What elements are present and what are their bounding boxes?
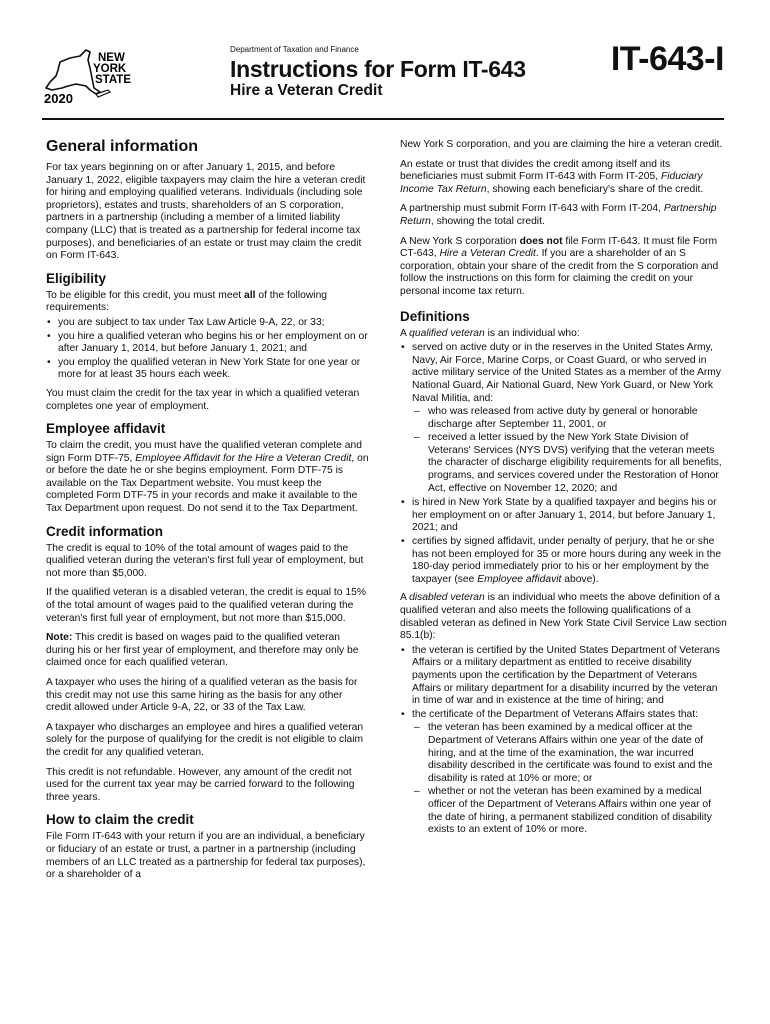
- logo-year: 2020: [44, 91, 73, 106]
- disabled-veteran-sublist: [412, 722, 728, 836]
- credit-paragraph-1: The credit is equal to 10% of the total amount of wages paid to the qualified veteran during the veteran's first full year of employment, but not more than $5,000.: [46, 542, 364, 579]
- p4-does-not: does not: [519, 235, 563, 247]
- list-item: – the veteran has been examined by a medical officer at the Department of Veterans Affairs within one year of the date of hiring, and at the time of the examination, the war incurred disability described in the certificate was found to exist and the disability is rated at 10% or more; or: [412, 722, 728, 785]
- eligibility-paragraph: You must claim the credit for the tax year in which a qualified veteran completes one year of employment.: [46, 387, 360, 412]
- qv-item-3-end: above).: [561, 573, 599, 585]
- note-label: Note:: [46, 632, 73, 644]
- qv-term: qualified veteran: [409, 327, 485, 339]
- list-item: • you are subject to tax under Tax Law Article 9-A, 22, or 33;: [46, 317, 370, 330]
- logo-line1: NEW: [98, 52, 125, 64]
- right-paragraph-1: New York S corporation, and you are claiming the hire a veteran credit.: [400, 139, 723, 150]
- credit-note: [46, 632, 370, 670]
- list-item: • you hire a qualified veteran who begins his or her employment on or after January 1, 2014, but before January 1, 2021; and: [46, 331, 370, 356]
- affidavit-paragraph: [46, 440, 370, 516]
- list-item: • the veteran is certified by the United States Department of Veterans Affairs or a military department as entitled to receive disability payments upon the certification by the Department of Veterans Affairs or military department for a disability incurred by the veteran in time of war and in existence at the time of hiring; and: [400, 645, 728, 708]
- p4-text: A New York S corporation: [400, 235, 520, 247]
- form-number: IT-643-I: [610, 40, 724, 78]
- disabled-veteran-list: [400, 645, 728, 837]
- credit-paragraph-2: If the qualified veteran is a disabled veteran, the credit is equal to 15% of the total amount of wages paid to the qualified veteran during the veteran's first full year of employment, but not more than $15,000.: [46, 587, 366, 624]
- affidavit-text: To claim the credit, you must have the qualified veteran complete and sign Form DTF-75,: [46, 440, 362, 464]
- disabled-veteran-intro: [400, 592, 728, 642]
- p2-form-title: Fiduciary Income Tax Return: [400, 171, 703, 195]
- eligibility-intro-text: To be eligible for this credit, you must meet: [46, 289, 245, 301]
- left-column: [46, 132, 370, 889]
- list-item: – received a letter issued by the New York State Division of Veterans' Services (NYS DVS) verifying that the veteran meets the character of discharge eligibility requirements for all benefits, programs, and services covered under the Restoration of Honor Act, effective on November 12, 2020; and: [412, 432, 728, 495]
- affidavit-form-title: Employee Affidavit for the Hire a Veteran Credit: [135, 452, 352, 464]
- p3-form-title: Partnership Return: [400, 203, 717, 227]
- dv-term: disabled veteran: [409, 592, 485, 604]
- qv-item-1: served on active duty or in the reserves in the United States Army, Navy, Air Force, Marine Corps, or Coast Guard, or who served in active military service of the United States as a member of the Army National Guard, Air National Guard, New York Guard, or New York Naval Militia, and:: [412, 342, 722, 404]
- p2-text-end: , showing each beneficiary's share of the credit.: [486, 183, 704, 195]
- list-item: – who was released from active duty by general or honorable discharge after September 11, 2001, or: [412, 406, 728, 431]
- p4-text-mid: file Form IT-643. It must file Form CT-643,: [400, 235, 718, 260]
- dv-text: A: [400, 592, 410, 604]
- eligibility-heading: Eligibility: [46, 270, 107, 286]
- employee-affidavit-heading: Employee affidavit: [46, 421, 166, 437]
- nys-logo: [40, 44, 166, 106]
- page-subtitle: Hire a Veteran Credit: [230, 82, 383, 99]
- logo-line3: STATE: [95, 74, 131, 86]
- page-title: Instructions for Form IT-643: [230, 56, 526, 82]
- qualified-veteran-sublist: [412, 406, 728, 495]
- qualified-veteran-intro: [400, 328, 728, 341]
- credit-paragraph-4: A taxpayer who uses the hiring of a qualified veteran as the basis for this credit may not use this same hiring as the basis for any other credit allowed under Article 9-A, 22, or 33 of the Tax Law.: [46, 677, 358, 714]
- right-paragraph-4: [400, 236, 728, 299]
- p2-text: An estate or trust that divides the credit among itself and its beneficiaries must submit Form IT-643 with Form IT-205,: [400, 158, 671, 183]
- note-text: This credit is based on wages paid to the qualified veteran during his or her first year of employment, and therefore may only be claimed once for each qualified veteran.: [46, 632, 359, 669]
- how-to-claim-heading: How to claim the credit: [46, 812, 194, 828]
- definitions-heading: Definitions: [400, 308, 470, 324]
- list-item: [400, 342, 728, 495]
- right-paragraph-2: [400, 159, 728, 197]
- general-information-heading: General information: [46, 138, 199, 155]
- p4-text-end: . If you are a shareholder of an S corporation, obtain your share of the credit from the S corporation and follow the instructions on this form for claiming the credit on your personal income tax return.: [400, 248, 719, 297]
- logo-line2: YORK: [93, 63, 127, 75]
- right-column: [400, 139, 728, 843]
- list-item: – whether or not the veteran has been examined by a medical officer of the Department of Veterans Affairs within one year of the date of hiring, a permanent stabilized condition of disability exists to an extent of 10% or more.: [412, 786, 728, 836]
- eligibility-intro-text-end: of the following requirements:: [46, 289, 328, 314]
- how-to-claim-paragraph: File Form IT-643 with your return if you are an individual, a beneficiary or fiduciary of an estate or trust, a partner in a partnership (including members of an LLC treated as a partnership for federal tax purposes), or a shareholder of a: [46, 831, 366, 881]
- eligibility-intro: [46, 290, 370, 315]
- list-item: • you employ the qualified veteran in New York State for one year or more for at least 35 hours each week.: [46, 357, 370, 382]
- qv-text-end: is an individual who:: [484, 327, 580, 339]
- header-rule: [42, 118, 724, 120]
- list-item: [400, 709, 728, 837]
- list-item: • is hired in New York State by a qualified taxpayer and begins his or her employment on or after January 1, 2014, but before January 1, 2021; and: [400, 497, 728, 535]
- affidavit-text-end: , on or before the date he or she begins employment. Form DTF-75 is available on the Tax Department website. You must keep the completed Form DTF-75 in your records and make it available to the Tax Department upon request. Do not send it to the Tax Department.: [46, 452, 369, 515]
- p4-form-title: Hire a Veteran Credit: [439, 248, 536, 260]
- p3-text-end: , showing the total credit.: [430, 215, 545, 227]
- eligibility-list: [46, 317, 370, 382]
- credit-information-heading: Credit information: [46, 523, 163, 539]
- p3-text: A partnership must submit Form IT-643 with Form IT-204,: [400, 203, 664, 215]
- credit-paragraph-5: A taxpayer who discharges an employee and hires a qualified veteran solely for the purpose of qualifying for the credit is not eligible to claim the credit for any qualified veteran.: [46, 721, 364, 758]
- qualified-veteran-list: [400, 342, 728, 586]
- qv-item-3-text: certifies by signed affidavit, under penalty of perjury, that he or she has not been employed for 35 or more hours during any week in the 180-day period immediately prior to his or her employment by the taxpayer (see: [412, 536, 722, 585]
- general-paragraph: For tax years beginning on or after January 1, 2015, and before January 1, 2022, eligible taxpayers may claim the hire a veteran credit for hiring and employing qualified veterans. Individuals (including sole proprietors), estates and trusts, shareholders of an S corporation, partners in a partnership (including a member of a limited liability company (LLC) that is treated as a partnership for federal income tax purposes), and beneficiaries of an estate or trust may claim the credit on Form IT-643.: [46, 162, 366, 262]
- nys-map-icon: [40, 44, 166, 106]
- qv-item-3-ref: Employee affidavit: [477, 573, 562, 585]
- list-item: [400, 536, 728, 586]
- dv-text-end: is an individual who meets the above definition of a qualified veteran and also meets the following qualifications of a disabled veteran as defined in New York State Civil Service Law section 85.1(b):: [400, 592, 727, 642]
- qv-text: A: [400, 327, 410, 339]
- department-name: Department of Taxation and Finance: [230, 45, 359, 54]
- right-paragraph-3: [400, 203, 728, 228]
- eligibility-intro-all: all: [244, 289, 256, 301]
- dv-item-2: the certificate of the Department of Veterans Affairs states that:: [412, 708, 698, 720]
- credit-paragraph-6: This credit is not refundable. However, any amount of the credit not used for the current tax year may be carried forward to the following three years.: [46, 766, 355, 803]
